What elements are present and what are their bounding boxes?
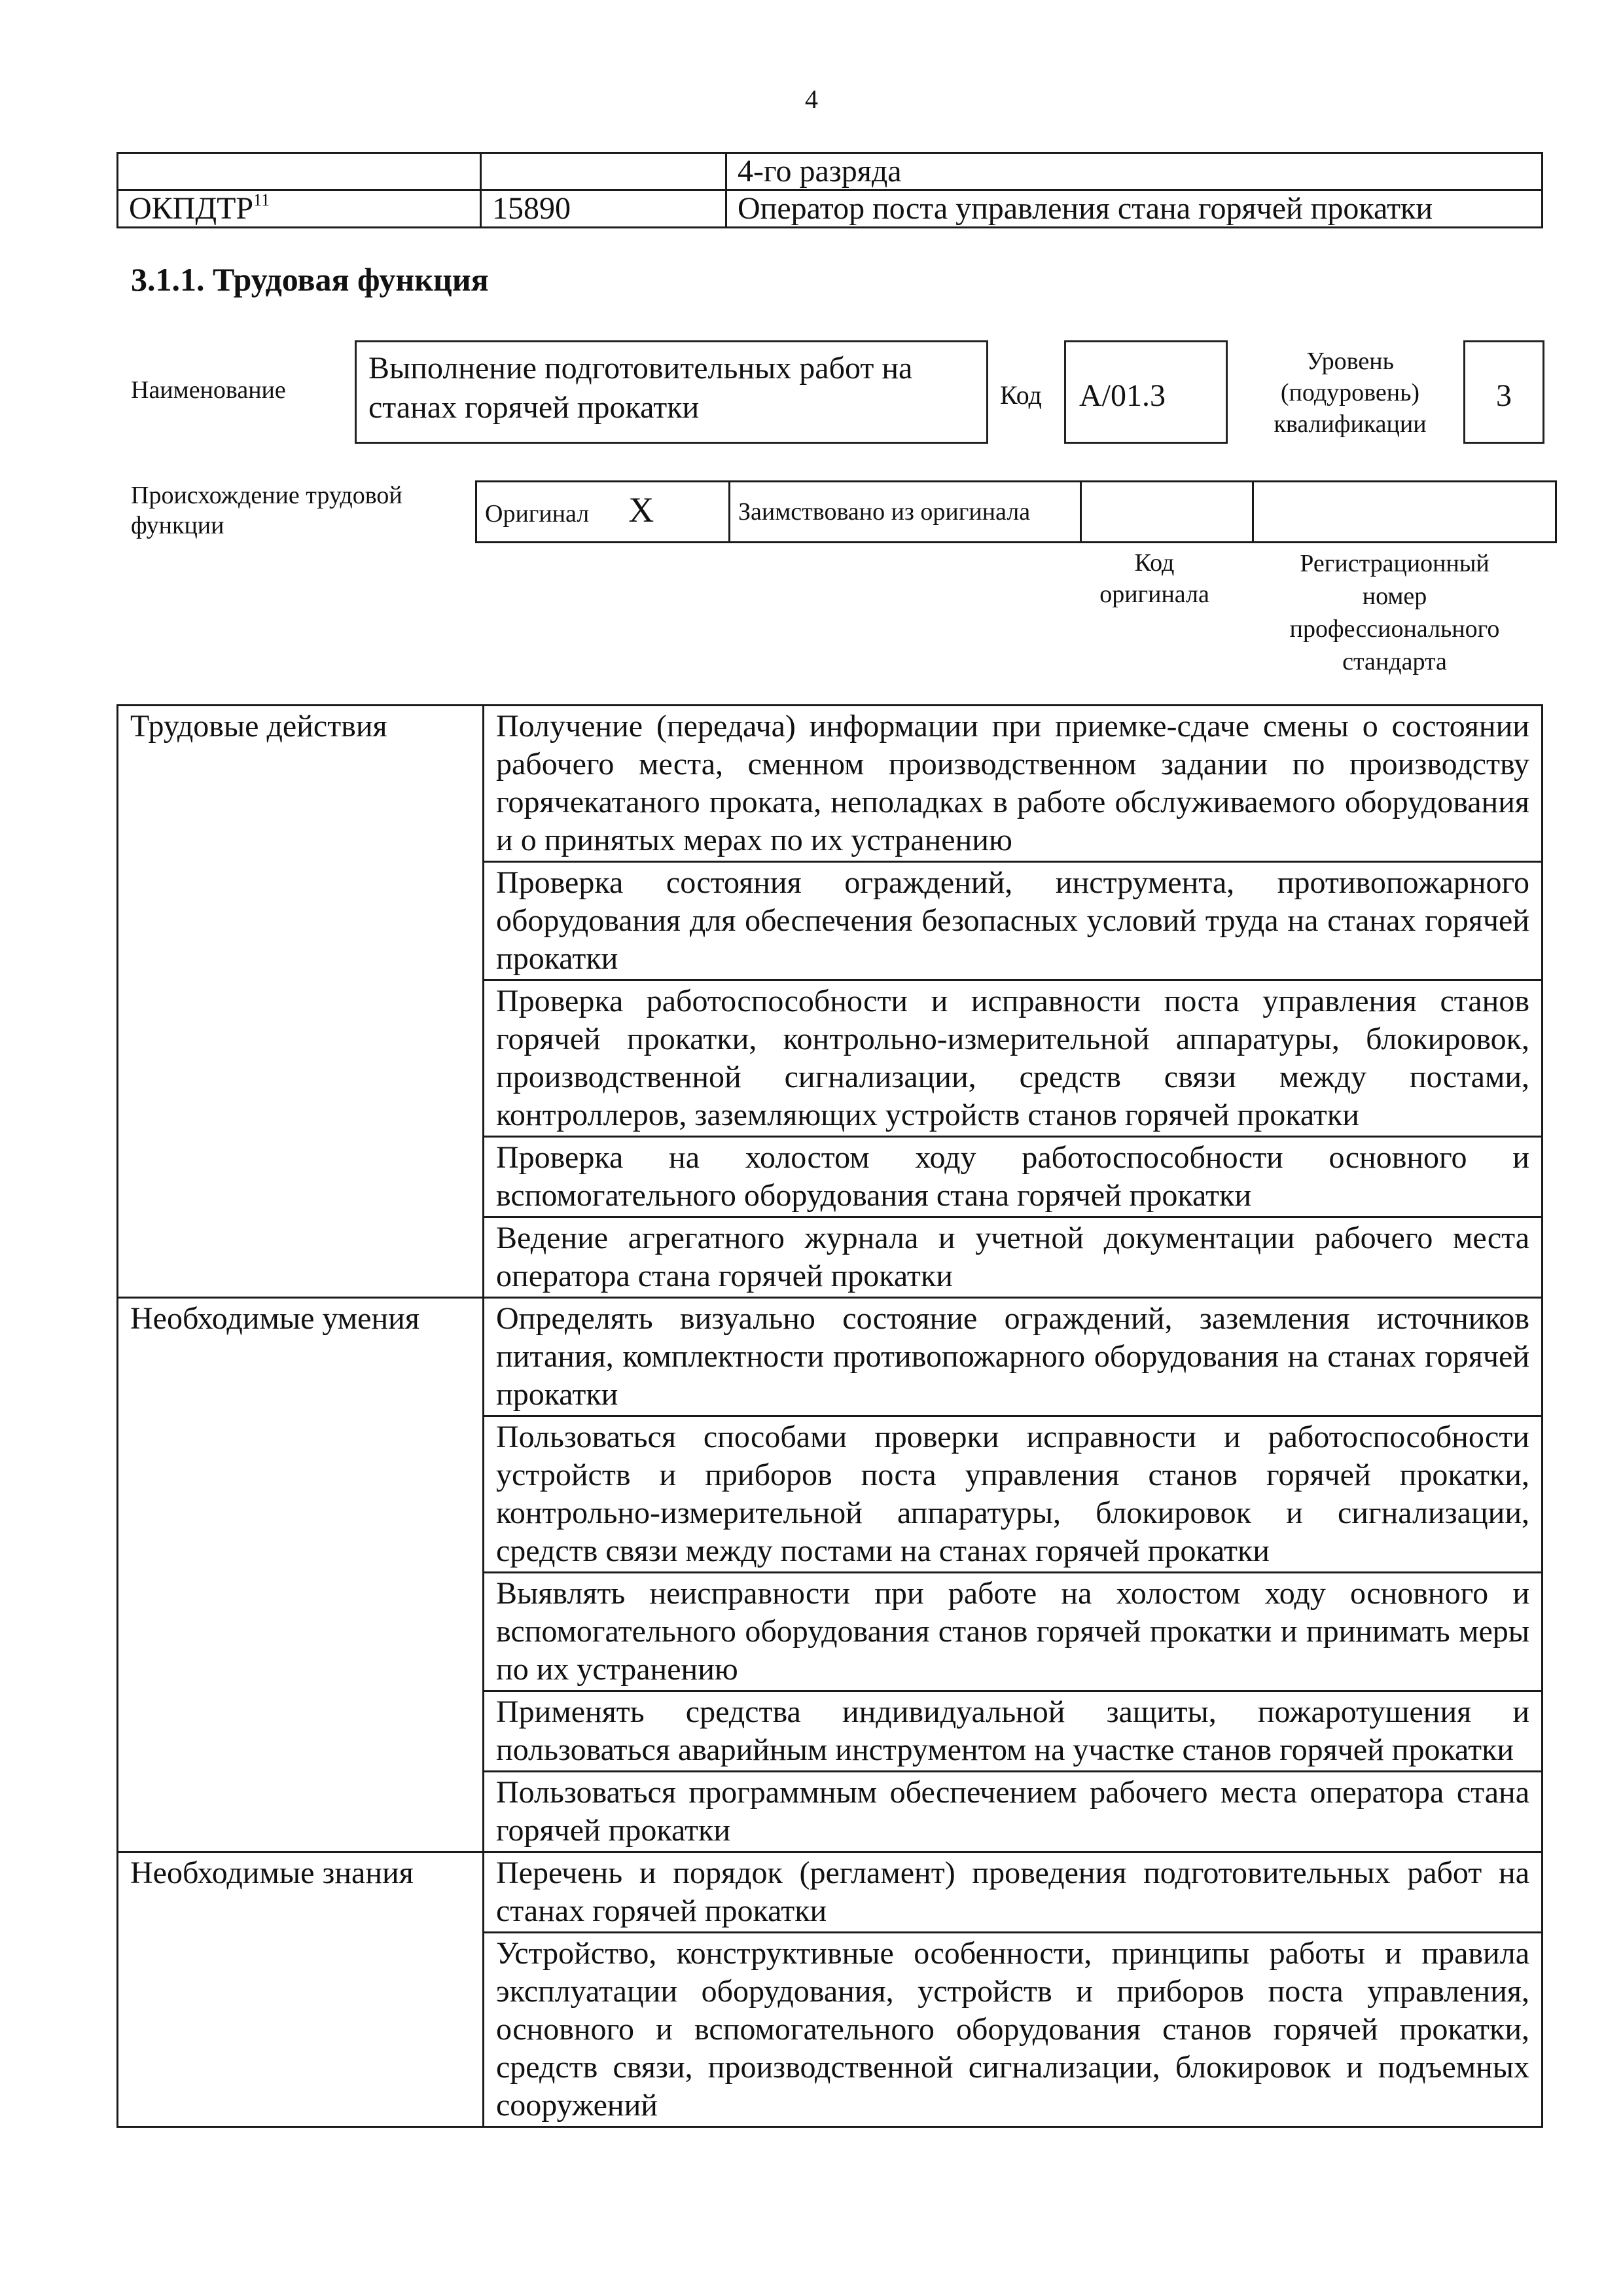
caption-line: Регистрационный: [1300, 550, 1489, 577]
registration-number-cell: [1253, 482, 1556, 543]
category-required-knowledge: Необходимые знания: [118, 1852, 484, 2127]
page-number: 4: [805, 84, 818, 114]
original-cell: [476, 482, 730, 543]
caption-line: оригинала: [1099, 581, 1209, 608]
code-label: Код: [1000, 380, 1042, 410]
table-row: [476, 482, 1556, 543]
table-cell: Устройство, конструктивные особенности, принципы работы и правила эксплуатации оборудования, устройств и приборов поста управления, основного и вспомогательного оборудования станов горячей прокатки, средств связи, производственной сигнализации, блокировок и подъемных сооружений: [484, 1933, 1543, 2127]
table-row: [118, 1298, 1543, 1416]
labor-function-table: [116, 704, 1543, 2128]
table-cell: Определять визуально состояние ограждений, заземления источников питания, комплектности противопожарного оборудования на станах горячей прокатки: [484, 1298, 1543, 1416]
section-heading: 3.1.1. Трудовая функция: [131, 261, 489, 298]
category-required-skills: Необходимые умения: [118, 1298, 484, 1852]
table-cell: Перечень и порядок (регламент) проведения подготовительных работ на станах горячей прокатки: [484, 1852, 1543, 1933]
table-cell: Применять средства индивидуальной защиты, пожаротушения и пользоваться аварийным инструментом на участке станов горячей прокатки: [484, 1691, 1543, 1772]
level-label-line: (подуровень): [1280, 379, 1420, 406]
table-row: [118, 706, 1543, 862]
occupation-code-table: [116, 152, 1543, 228]
okpdtr-label: ОКПДТР: [129, 191, 254, 226]
qualification-level-label: [1250, 346, 1450, 440]
table-cell: 4-го разряда: [726, 153, 1543, 190]
okpdtr-label-cell: [118, 190, 481, 228]
level-label-line: квалификации: [1274, 410, 1427, 438]
table-cell: [481, 153, 726, 190]
original-code-caption: [1068, 547, 1241, 610]
table-cell: Получение (передача) информации при приемке-сдаче смены о состоянии рабочего места, сменном производственном задании по производству горячекатаного проката, неполадках в работе обслуживаемого оборудования и о принятых мерах по их устранению: [484, 706, 1543, 862]
table-cell: Выявлять неисправности при работе на холостом ходу основного и вспомогательного оборудования станов горячей прокатки и принимать меры по их устранению: [484, 1573, 1543, 1691]
table-row: [118, 190, 1543, 228]
function-name-box: Выполнение подготовительных работ на станах горячей прокатки: [355, 340, 988, 444]
table-cell: [118, 153, 481, 190]
registration-number-caption: [1247, 547, 1542, 678]
okpdtr-code-cell: 15890: [481, 190, 726, 228]
original-mark: X: [628, 490, 654, 529]
category-labor-actions: Трудовые действия: [118, 706, 484, 1298]
table-cell: Ведение агрегатного журнала и учетной документации рабочего места оператора стана горячей прокатки: [484, 1217, 1543, 1298]
level-label-line: Уровень: [1306, 348, 1394, 375]
table-row: [118, 153, 1543, 190]
table-cell: Пользоваться программным обеспечением рабочего места оператора стана горячей прокатки: [484, 1772, 1543, 1852]
table-cell: Проверка на холостом ходу работоспособности основного и вспомогательного оборудования стана горячей прокатки: [484, 1137, 1543, 1217]
origin-label: Происхождение трудовой функции: [131, 482, 402, 539]
name-label: Наименование: [131, 376, 286, 404]
qualification-level-box: 3: [1463, 340, 1544, 444]
origin-table: [475, 480, 1557, 543]
borrowed-cell: Заимствовано из оригинала: [730, 482, 1081, 543]
footnote-ref: 11: [253, 190, 270, 209]
original-code-cell: [1081, 482, 1253, 543]
caption-line: профессионального: [1289, 615, 1500, 643]
okpdtr-title-cell: Оператор поста управления стана горячей прокатки: [726, 190, 1543, 228]
table-cell: Проверка состояния ограждений, инструмента, противопожарного оборудования для обеспечения безопасных условий труда на станах горячей прокатки: [484, 862, 1543, 980]
original-label: Оригинал: [485, 500, 590, 528]
table-cell: Проверка работоспособности и исправности поста управления станов горячей прокатки, контрольно-измерительной аппаратуры, блокировок, производственной сигнализации, средств связи между постами, контроллеров, заземляющих устройств станов горячей прокатки: [484, 980, 1543, 1137]
caption-line: номер: [1362, 583, 1427, 610]
table-cell: Пользоваться способами проверки исправности и работоспособности устройств и приборов поста управления станов горячей прокатки, контрольно-измерительной аппаратуры, блокировок и сигнализации, средств связи между постами на станах горячей прокатки: [484, 1416, 1543, 1573]
function-code-box: А/01.3: [1064, 340, 1228, 444]
caption-line: Код: [1134, 549, 1175, 577]
table-row: [118, 1852, 1543, 1933]
caption-line: стандарта: [1342, 648, 1447, 675]
